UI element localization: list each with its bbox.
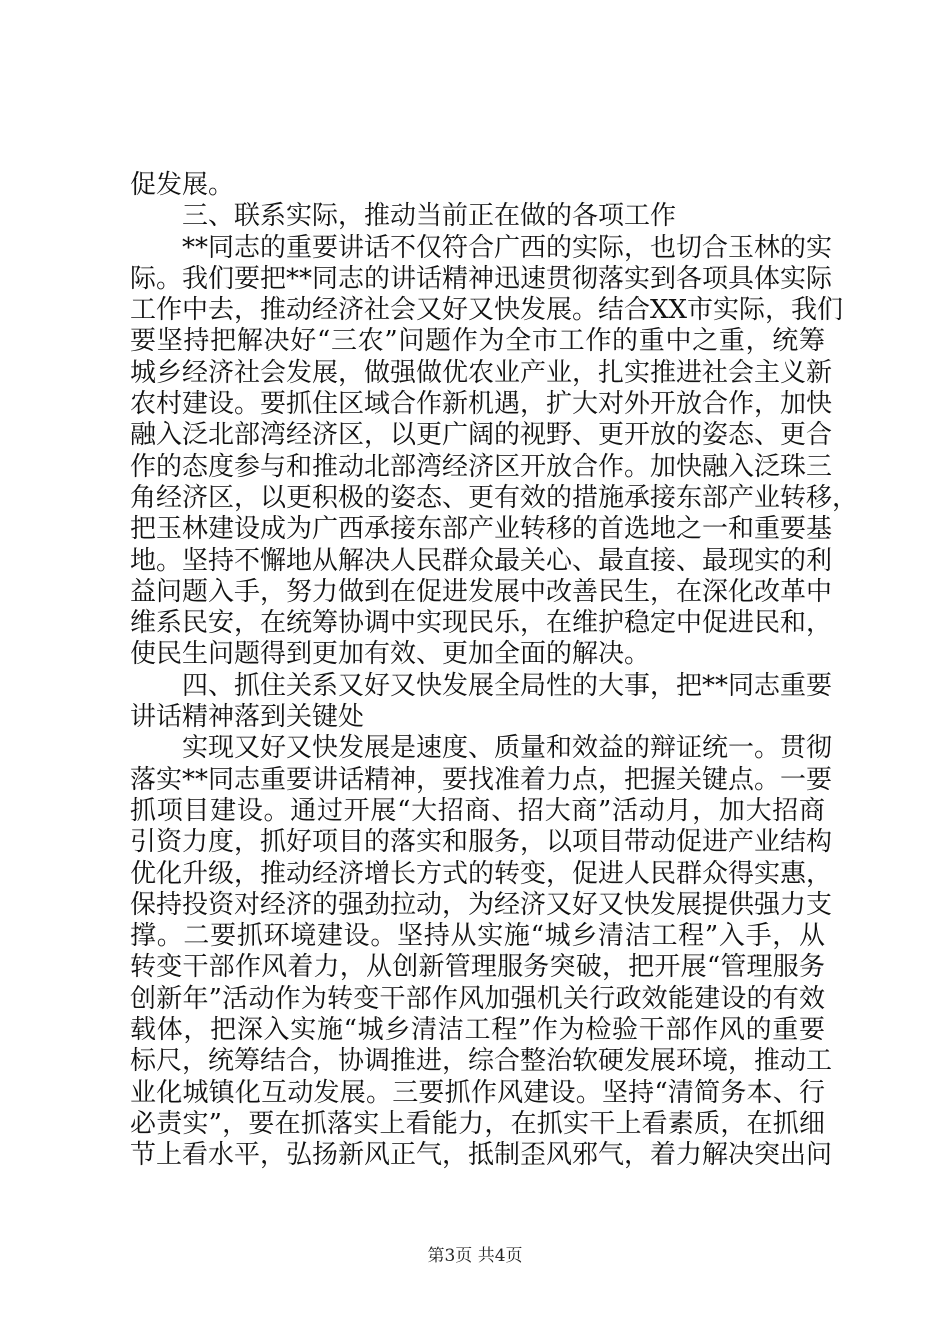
text-line: 融入泛北部湾经济区，以更广阔的视野、更开放的姿态、更合	[130, 420, 833, 451]
section-heading-4-continued: 讲话精神落到关键处	[130, 702, 365, 733]
text-line: 农村建设。要抓住区域合作新机遇，扩大对外开放合作，加快	[130, 389, 833, 420]
text-line: 角经济区，以更积极的姿态、更有效的措施承接东部产业转移，	[130, 482, 859, 513]
text-line: 落实**同志重要讲话精神，要找准着力点，把握关键点。一要	[130, 764, 833, 795]
text-line: 撑。二要抓环境建设。坚持从实施“城乡清洁工程”入手，从	[130, 921, 825, 952]
text-line: 优化升级，推动经济增长方式的转变，促进人民群众得实惠，	[130, 858, 833, 889]
text-line: 益问题入手，努力做到在促进发展中改善民生，在深化改革中	[130, 576, 833, 607]
text-line: 工作中去，推动经济社会又好又快发展。结合XX市实际，我们	[130, 295, 844, 326]
section-heading-4: 四、抓住关系又好又快发展全局性的大事，把**同志重要	[182, 670, 833, 701]
text-line: 节上看水平，弘扬新风正气，抵制歪风邪气，着力解决突出问	[130, 1140, 833, 1171]
text-line: 创新年”活动作为转变干部作风加强机关行政效能建设的有效	[130, 983, 825, 1014]
text-line: 引资力度，抓好项目的落实和服务，以项目带动促进产业结构	[130, 827, 833, 858]
section-heading-3: 三、联系实际，推动当前正在做的各项工作	[182, 201, 677, 232]
text-line: 促发展。	[130, 170, 235, 200]
text-line: 使民生问题得到更加有效、更加全面的解决。	[130, 639, 651, 670]
text-line: 地。坚持不懈地从解决人民群众最关心、最直接、最现实的利	[130, 545, 833, 576]
text-line: 作的态度参与和推动北部湾经济区开放合作。加快融入泛珠三	[130, 451, 833, 482]
text-line: 实现又好又快发展是速度、质量和效益的辩证统一。贯彻	[182, 733, 833, 764]
document-body	[130, 170, 859, 1172]
text-line: 际。我们要把**同志的讲话精神迅速贯彻落实到各项具体实际	[130, 263, 833, 294]
page-number-footer: 第3页 共4页	[427, 1246, 523, 1266]
text-line: 必责实”，要在抓落实上看能力，在抓实干上看素质，在抓细	[130, 1108, 825, 1139]
text-line: 把玉林建设成为广西承接东部产业转移的首选地之一和重要基	[130, 514, 833, 545]
text-line: 标尺，统筹结合，协调推进，综合整治软硬发展环境，推动工	[130, 1046, 833, 1077]
text-line: **同志的重要讲话不仅符合广西的实际，也切合玉林的实	[182, 232, 833, 263]
text-line: 业化城镇化互动发展。三要抓作风建设。坚持“清简务本、行	[130, 1077, 825, 1108]
text-line: 维系民安，在统筹协调中实现民乐，在维护稳定中促进民和，	[130, 608, 833, 639]
text-line: 抓项目建设。通过开展“大招商、招大商”活动月，加大招商	[130, 795, 825, 826]
text-line: 城乡经济社会发展，做强做优农业产业，扎实推进社会主义新	[130, 357, 833, 388]
text-line: 保持投资对经济的强劲拉动，为经济又好又快发展提供强力支	[130, 889, 833, 920]
text-line: 要坚持把解决好“三农”问题作为全市工作的重中之重，统筹	[130, 326, 825, 357]
text-line: 载体，把深入实施“城乡清洁工程”作为检验干部作风的重要	[130, 1015, 825, 1046]
text-line: 转变干部作风着力，从创新管理服务突破，把开展“管理服务	[130, 952, 825, 983]
